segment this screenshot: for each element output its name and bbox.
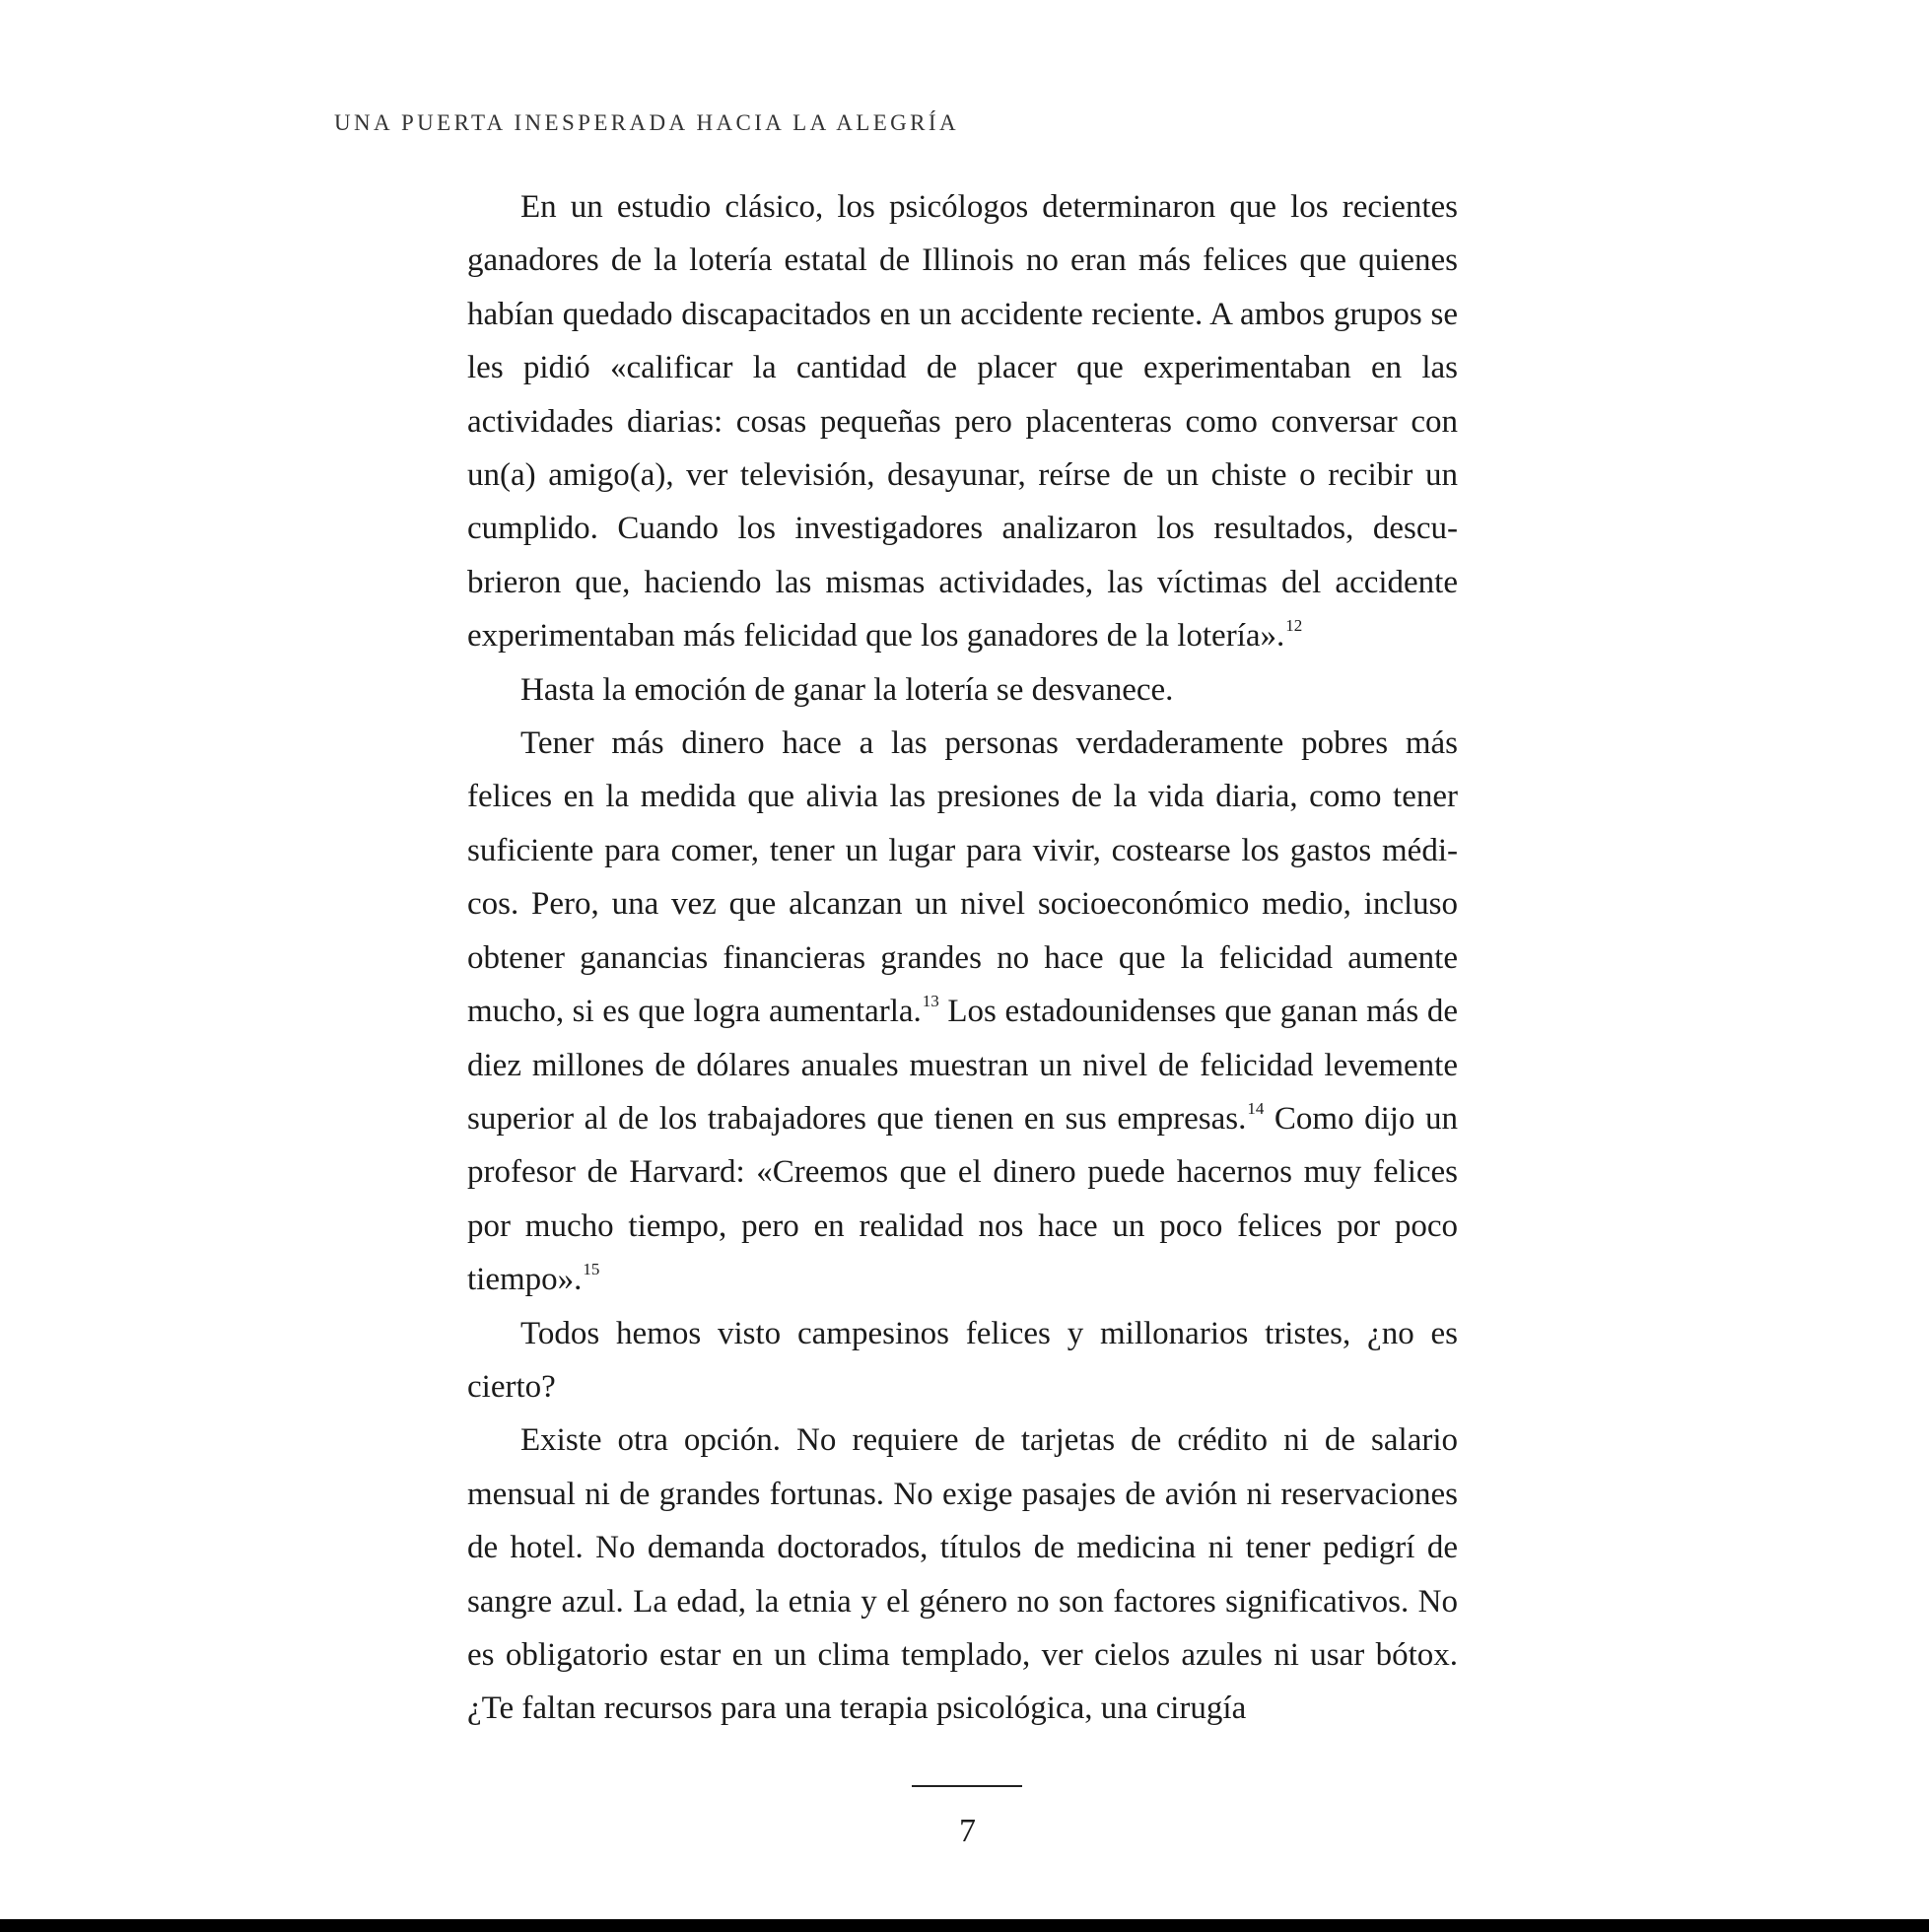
paragraph-text: Hasta la emoción de ganar la lotería se desvanece. [520,671,1174,708]
body-text [467,180,1458,1736]
footnote-marker: 13 [922,992,939,1011]
paragraph-text: Existe otra opción. No requiere de tarjetas de crédito ni de salario mensual ni de grandes fortunas. No exige pasajes de avión ni reservaciones de hotel. No demanda doctorados, títulos de medicina ni tener pedigrí de sangre azul. La edad, la etnia y el género no son factores significativos. No es obligatorio estar en un clima templado, ver cielos azules ni usar bótox. ¿Te faltan recursos para una terapia psicológica, una cirugía [467,1422,1458,1727]
bottom-edge-bar [0,1919,1929,1932]
paragraph [467,1414,1458,1735]
footnote-marker: 14 [1247,1098,1265,1118]
page-number: 7 [959,1813,976,1849]
footnote-marker: 12 [1285,616,1303,636]
paragraph [467,1307,1458,1414]
running-head-text: UNA PUERTA INESPERADA HACIA LA ALEGRÍA [334,110,959,135]
paragraph-text: En un estudio clásico, los psicólogos determinaron que los recientes ganadores de la lotería estatal de Illinois no eran más felices que quienes habían quedado discapacitados en un accidente reciente. A ambos grupos se les pidió «calificar la cantidad de placer que experimentaban en las actividades diarias: cosas pequeñas pero placenteras como conversar con un(a) amigo(a), ver televisión, desayunar, reírse de un chiste o recibir un cumplido. Cuando los investigadores analizaron los resultados, descubrieron que, haciendo las mismas actividades, las víctimas del accidente experimentaban más felicidad que los ganadores de la lotería». [467,189,1458,655]
paragraph [467,717,1458,1306]
paragraph [467,663,1458,717]
running-head [0,110,1293,136]
paragraph-text: Todos hemos visto campesinos felices y millonarios tristes, ¿no es cierto? [467,1315,1458,1405]
paragraph [467,180,1458,663]
footnote-marker: 15 [583,1260,600,1279]
paragraph-text: Tener más dinero hace a las personas verdaderamente pobres más felices en la medida que alivia las presiones de la vida diaria, como tener suficiente para comer, tener un lugar para vivir, costearse los gastos médicos. Pero, una vez que alcanzan un nivel socioeconómico medio, incluso obtener ganancias financieras grandes no hace que la felicidad aumente mucho, si es que logra aumentarla. [467,725,1458,1030]
paragraph-text: Los estadounidenses que ganan más de diez millones de dólares anuales muestran un nivel de felicidad levemente superior al de los trabajadores que tienen en sus empresas. [467,994,1458,1137]
folio-rule [912,1785,1022,1787]
paragraph-text: Como dijo un profesor de Harvard: «Creemos que el dinero puede hacernos muy felices por mucho tiempo, pero en realidad nos hace un poco felices por poco tiempo». [467,1100,1458,1298]
